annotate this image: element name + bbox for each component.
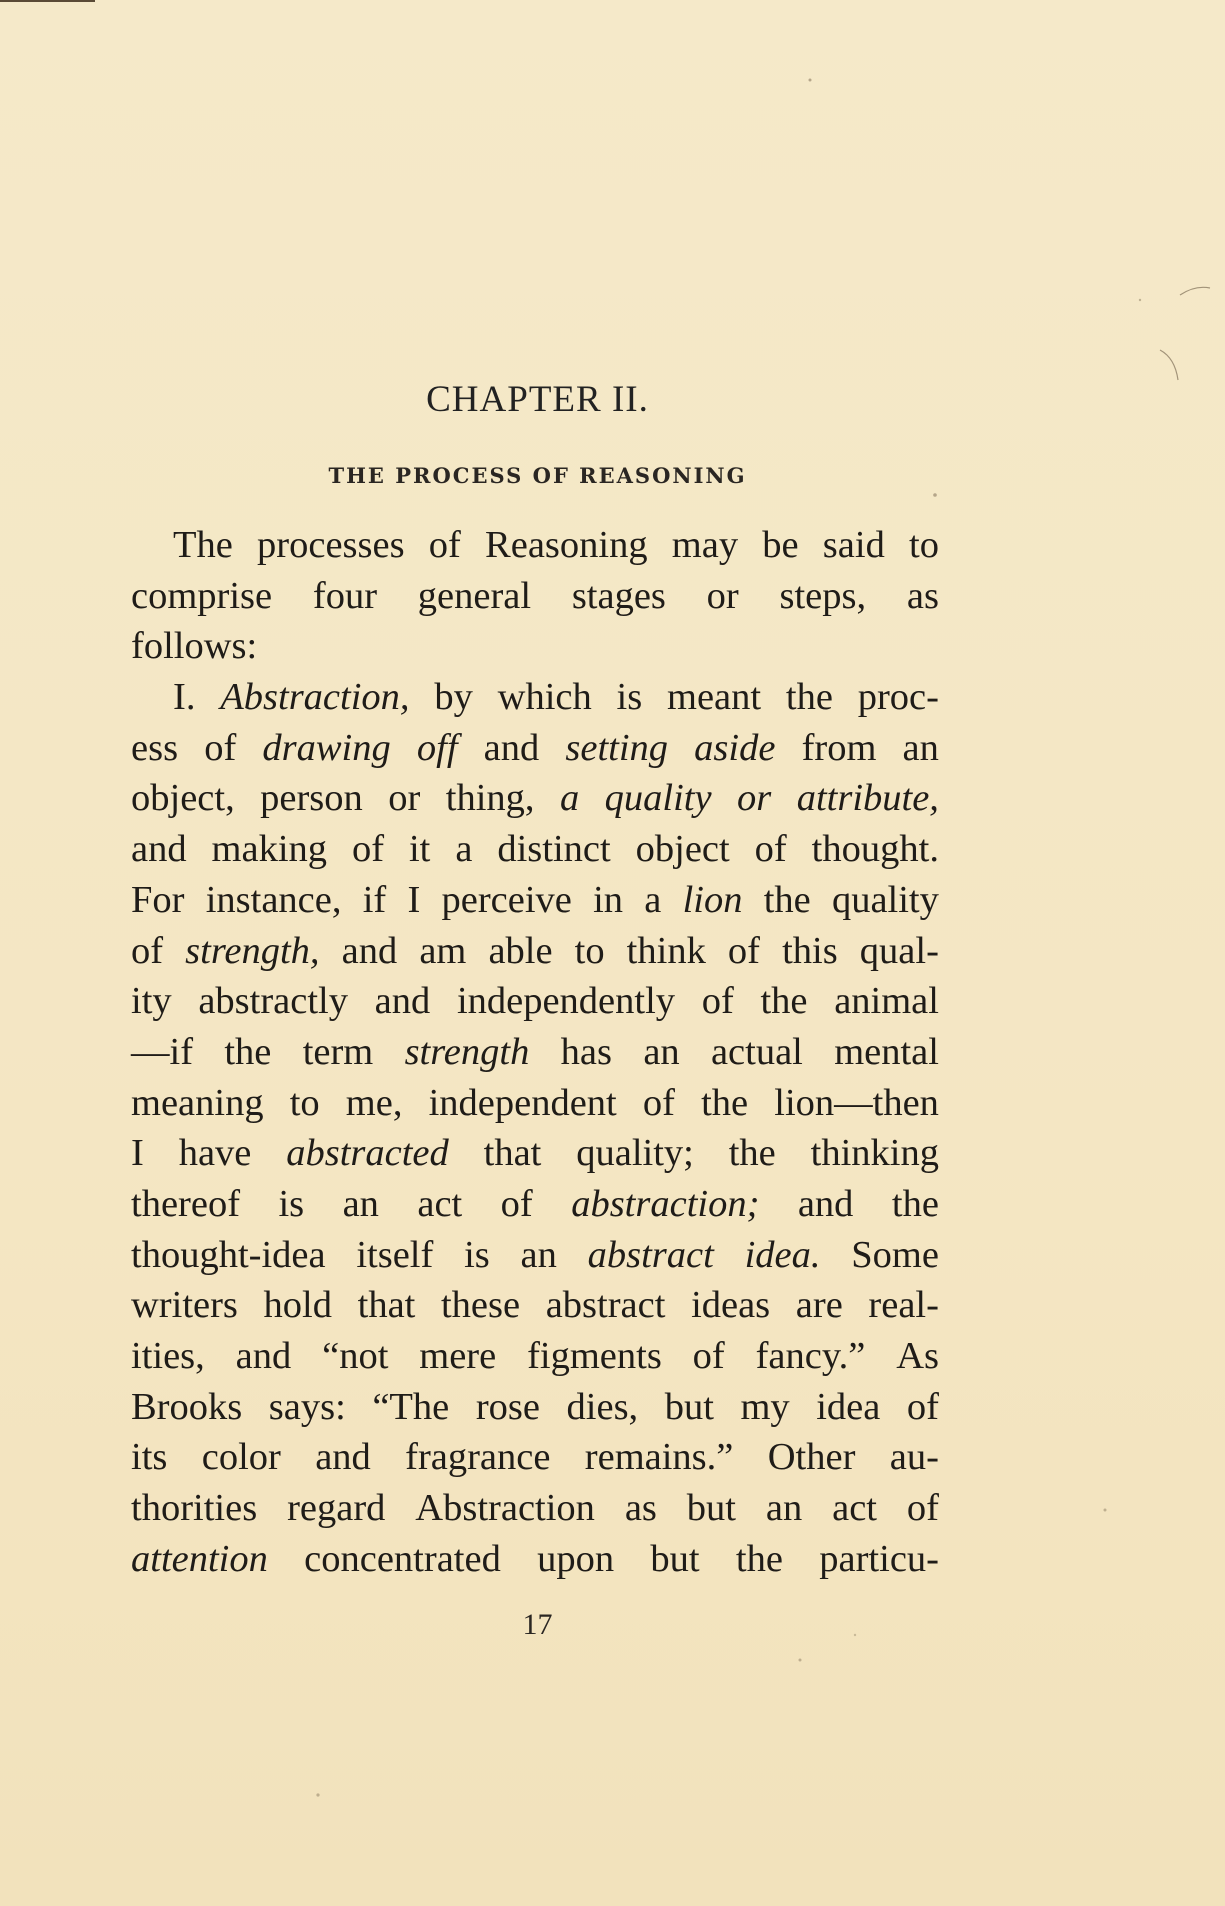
italic-word: strength bbox=[404, 1030, 530, 1073]
word: be bbox=[762, 524, 799, 566]
word: independently bbox=[456, 980, 676, 1023]
italic-word: off bbox=[416, 726, 458, 769]
italic-word: setting bbox=[565, 726, 669, 769]
word: am bbox=[419, 929, 467, 972]
word: of bbox=[727, 929, 760, 972]
word: in bbox=[593, 878, 624, 921]
text-line bbox=[131, 1331, 939, 1382]
word: have bbox=[178, 1132, 252, 1175]
word: an bbox=[520, 1233, 557, 1276]
text-line bbox=[131, 1230, 939, 1281]
word: For bbox=[131, 878, 185, 921]
text-line bbox=[131, 1179, 939, 1230]
word: person bbox=[260, 777, 363, 820]
word: term bbox=[302, 1030, 374, 1073]
word: and bbox=[131, 828, 187, 871]
word: and bbox=[235, 1335, 292, 1377]
word: As bbox=[896, 1335, 939, 1377]
word: and bbox=[341, 929, 398, 972]
word: actual bbox=[710, 1030, 803, 1073]
word: “not bbox=[322, 1335, 389, 1377]
word: comprise bbox=[131, 574, 273, 617]
word: to bbox=[909, 524, 939, 566]
word: lion—then bbox=[774, 1081, 939, 1124]
text-line bbox=[131, 1534, 939, 1585]
word: upon bbox=[537, 1537, 615, 1580]
word: steps, bbox=[779, 574, 867, 617]
text-line bbox=[131, 926, 939, 977]
word: remains.” bbox=[584, 1436, 734, 1479]
word: —if bbox=[131, 1030, 194, 1073]
word: the bbox=[728, 1132, 776, 1175]
word: and bbox=[374, 980, 431, 1023]
word: thorities bbox=[131, 1487, 258, 1530]
word: of bbox=[351, 828, 385, 871]
word: act bbox=[832, 1487, 877, 1530]
word: dies, bbox=[566, 1385, 639, 1428]
word: of bbox=[500, 1182, 533, 1225]
italic-word: attention bbox=[131, 1537, 268, 1580]
word: idea bbox=[816, 1385, 881, 1428]
word: hold bbox=[263, 1284, 332, 1327]
word: and bbox=[483, 726, 540, 769]
word: of bbox=[906, 1487, 939, 1530]
text-line bbox=[131, 1128, 939, 1179]
word: thought. bbox=[811, 828, 939, 871]
word: of bbox=[906, 1385, 939, 1428]
word: says: bbox=[268, 1385, 346, 1428]
word: or bbox=[388, 777, 421, 820]
word: of bbox=[428, 524, 461, 566]
word: has bbox=[560, 1030, 612, 1073]
text-line bbox=[131, 1483, 939, 1534]
word: perceive bbox=[441, 878, 572, 921]
word: qual- bbox=[859, 929, 939, 972]
text-line bbox=[131, 1027, 939, 1078]
word: ess bbox=[131, 726, 179, 769]
word: concentrated bbox=[304, 1537, 501, 1580]
word: proc- bbox=[857, 676, 939, 719]
word: that bbox=[357, 1284, 416, 1327]
text-line bbox=[131, 571, 939, 622]
word: follows: bbox=[131, 625, 258, 668]
text-line bbox=[131, 672, 939, 723]
word: its bbox=[131, 1436, 168, 1479]
word: fancy.” bbox=[755, 1335, 866, 1377]
word: “The bbox=[372, 1385, 450, 1428]
text-line bbox=[131, 1280, 939, 1331]
word: regard bbox=[287, 1487, 386, 1530]
word: writers bbox=[131, 1284, 238, 1327]
word: this bbox=[782, 929, 838, 972]
italic-word: Abstraction, bbox=[220, 676, 410, 719]
word: the bbox=[735, 1537, 783, 1580]
word: I. bbox=[173, 676, 196, 719]
body-paragraphs bbox=[131, 520, 939, 1584]
word: an bbox=[643, 1030, 680, 1073]
word: thing, bbox=[445, 777, 535, 820]
text-line bbox=[131, 723, 939, 774]
word: of bbox=[692, 1335, 725, 1377]
word: thinking bbox=[810, 1132, 939, 1175]
word: but bbox=[686, 1487, 736, 1530]
word: it bbox=[408, 828, 431, 871]
word: stages bbox=[571, 574, 666, 617]
word: may bbox=[671, 524, 739, 566]
italic-word: a bbox=[559, 777, 580, 820]
word: these bbox=[440, 1284, 521, 1327]
word: to bbox=[574, 929, 605, 972]
word: of bbox=[754, 828, 787, 871]
word: as bbox=[906, 574, 939, 617]
italic-word: abstract bbox=[587, 1233, 714, 1276]
word: I bbox=[407, 878, 421, 921]
word: meant bbox=[667, 676, 762, 719]
word: itself bbox=[356, 1233, 434, 1276]
word: but bbox=[664, 1385, 714, 1428]
text-line bbox=[131, 773, 939, 824]
word: independent bbox=[428, 1081, 617, 1124]
word: Abstraction bbox=[415, 1487, 595, 1530]
word: mental bbox=[834, 1030, 939, 1073]
word: real- bbox=[868, 1284, 939, 1327]
text-line bbox=[131, 621, 939, 672]
word: fragrance bbox=[405, 1436, 551, 1479]
text-line bbox=[131, 824, 939, 875]
word: ideas bbox=[691, 1284, 771, 1327]
word: I bbox=[131, 1132, 144, 1175]
word: thought-idea bbox=[131, 1233, 326, 1276]
text-line bbox=[131, 1432, 939, 1483]
word: a bbox=[644, 878, 662, 921]
word: the bbox=[701, 1081, 749, 1124]
word: making bbox=[211, 828, 328, 871]
text-line bbox=[131, 1078, 939, 1129]
word: processes bbox=[257, 524, 405, 566]
word: as bbox=[624, 1487, 657, 1530]
chapter-subtitle: THE PROCESS OF REASONING bbox=[328, 463, 747, 488]
word: but bbox=[650, 1537, 700, 1580]
word: me, bbox=[345, 1081, 403, 1124]
word: said bbox=[822, 524, 885, 566]
italic-word: idea. bbox=[744, 1233, 821, 1276]
italic-word: aside bbox=[694, 726, 776, 769]
word: if bbox=[362, 878, 387, 921]
word: is bbox=[464, 1233, 490, 1276]
text-line bbox=[131, 1382, 939, 1433]
word: and bbox=[797, 1182, 854, 1225]
word: abstract bbox=[545, 1284, 666, 1327]
word: Other bbox=[767, 1436, 856, 1479]
word: of bbox=[204, 726, 237, 769]
text-line bbox=[131, 520, 939, 571]
word: which bbox=[497, 676, 592, 719]
word: Reasoning bbox=[485, 524, 648, 566]
italic-word: quality bbox=[604, 777, 712, 820]
word: and bbox=[315, 1436, 371, 1479]
word: by bbox=[434, 676, 473, 719]
chapter-title: CHAPTER II. bbox=[426, 379, 649, 420]
word: four bbox=[312, 574, 378, 617]
word: is bbox=[616, 676, 643, 719]
word: The bbox=[173, 524, 233, 566]
word: general bbox=[417, 574, 532, 617]
word: quality bbox=[831, 878, 939, 921]
word: the bbox=[891, 1182, 939, 1225]
word: figments bbox=[527, 1335, 662, 1377]
word: color bbox=[201, 1436, 281, 1479]
word: the bbox=[763, 878, 811, 921]
word: able bbox=[488, 929, 553, 972]
word: quality; bbox=[576, 1132, 694, 1175]
word: an bbox=[342, 1182, 379, 1225]
word: au- bbox=[889, 1436, 939, 1479]
word: act bbox=[417, 1182, 463, 1225]
word: an bbox=[902, 726, 939, 769]
word: are bbox=[795, 1284, 843, 1327]
text-line bbox=[131, 875, 939, 926]
word: of bbox=[701, 980, 734, 1023]
italic-word: attribute, bbox=[796, 777, 939, 820]
word: is bbox=[278, 1182, 305, 1225]
word: abstractly bbox=[198, 980, 348, 1023]
word: particu- bbox=[819, 1537, 939, 1580]
word: a bbox=[455, 828, 473, 871]
word: from bbox=[801, 726, 877, 769]
word: the bbox=[224, 1030, 272, 1073]
word: mere bbox=[419, 1335, 497, 1377]
italic-word: drawing bbox=[262, 726, 391, 769]
italic-word: strength, bbox=[185, 929, 320, 972]
word: the bbox=[760, 980, 808, 1023]
word: the bbox=[785, 676, 833, 719]
word: my bbox=[740, 1385, 790, 1428]
italic-word: abstracted bbox=[286, 1132, 449, 1175]
word: Some bbox=[851, 1233, 939, 1276]
word: ities, bbox=[131, 1335, 205, 1377]
word: of bbox=[131, 929, 164, 972]
word: to bbox=[289, 1081, 320, 1124]
italic-word: or bbox=[737, 777, 772, 820]
word: instance, bbox=[205, 878, 342, 921]
word: meaning bbox=[131, 1081, 264, 1124]
word: or bbox=[706, 574, 739, 617]
page-number: 17 bbox=[522, 1608, 553, 1641]
word: distinct bbox=[497, 828, 611, 871]
word: thereof bbox=[131, 1182, 241, 1225]
word: of bbox=[642, 1081, 675, 1124]
word: that bbox=[483, 1132, 542, 1175]
word: object, bbox=[131, 777, 235, 820]
text-line bbox=[131, 976, 939, 1027]
word: ity bbox=[131, 980, 172, 1023]
word: think bbox=[626, 929, 706, 972]
word: rose bbox=[475, 1385, 540, 1428]
italic-word: lion bbox=[682, 878, 743, 921]
italic-word: abstraction; bbox=[571, 1182, 760, 1225]
word: Brooks bbox=[131, 1385, 243, 1428]
word: an bbox=[765, 1487, 803, 1530]
word: object bbox=[635, 828, 730, 871]
word: animal bbox=[834, 980, 939, 1023]
